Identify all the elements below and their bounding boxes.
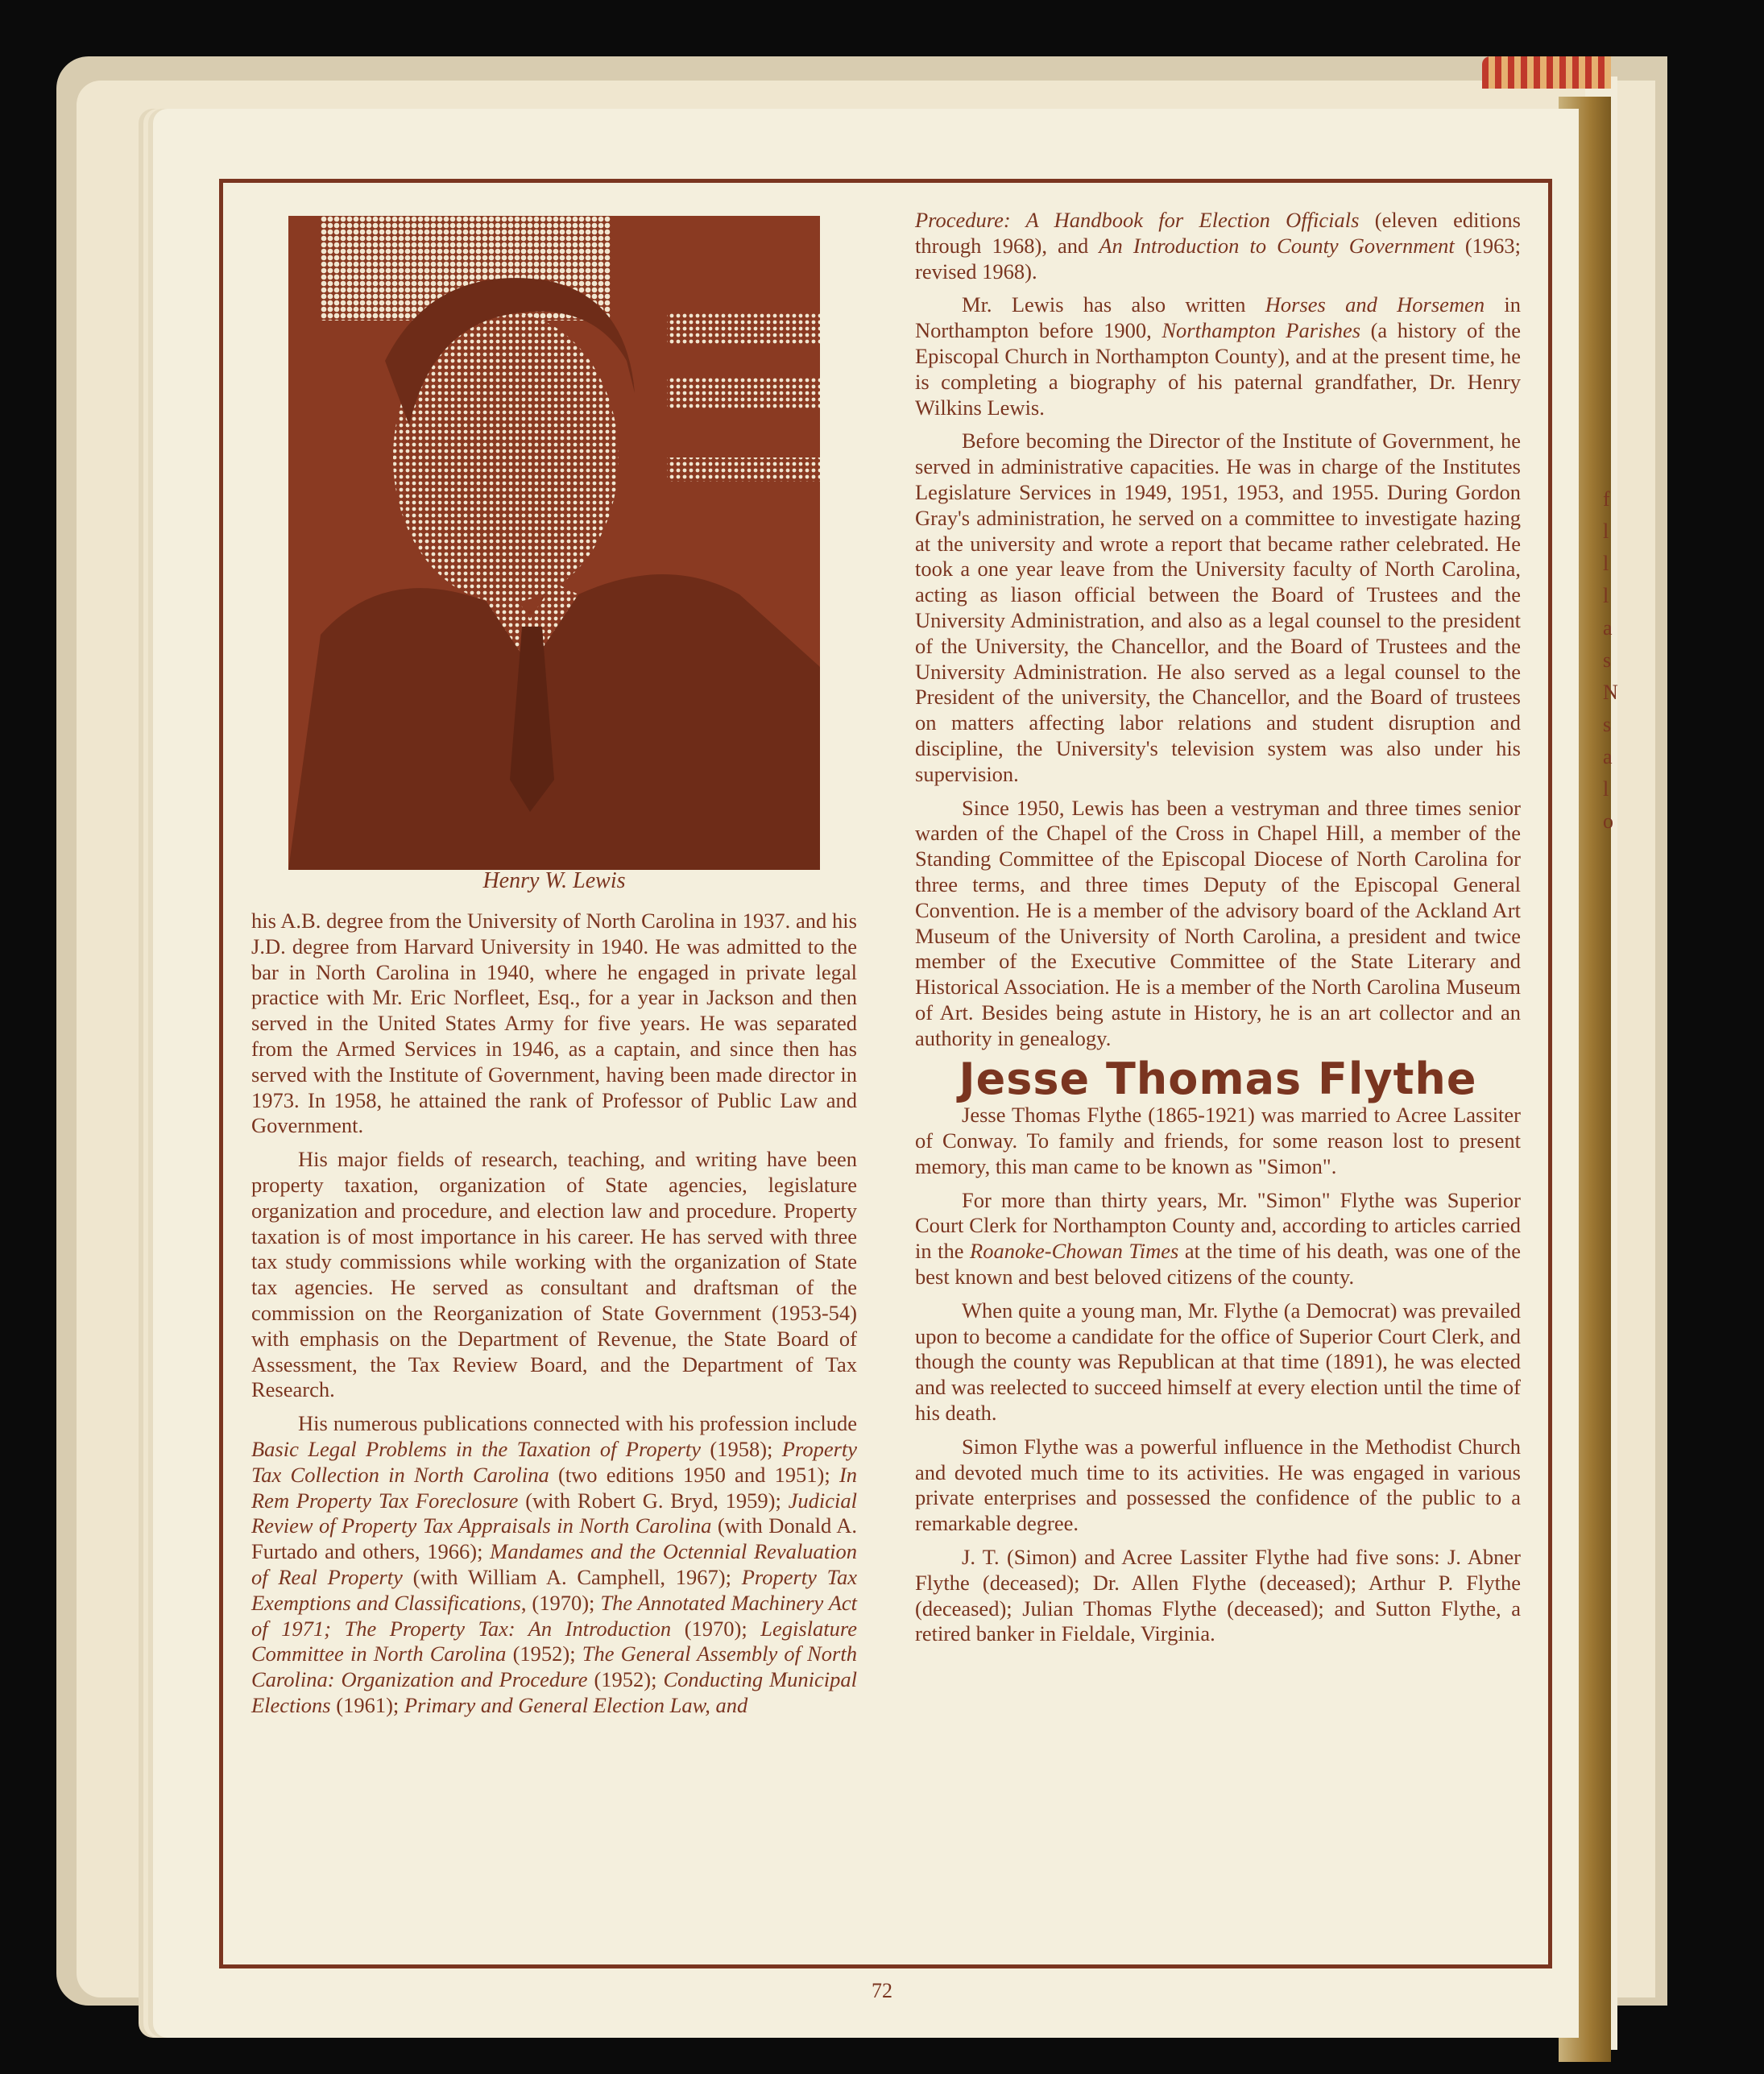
edge-letter: a	[1603, 745, 1613, 768]
book-title: An Introduction to County Government	[1099, 233, 1455, 258]
text-run: (eleven editions through 1968), and	[915, 208, 1521, 258]
text-run: (a history of the Episcopal Church in Northampton County), and at the present time, he is completing a biography of his paternal grandfather, Dr. Henry Wilkins Lewis.	[915, 318, 1521, 420]
text-run: For more than thirty years, Mr. "Simon" Flythe was Superior Court Clerk for Northampton County and, according to articles carried in the	[915, 1187, 1521, 1264]
photo-caption: Henry W. Lewis	[482, 868, 626, 893]
edge-letter: l	[1603, 777, 1609, 801]
book-title: Property Tax Collection in North Carolina	[251, 1436, 858, 1487]
text-run: (1970);	[671, 1616, 761, 1641]
paragraph	[915, 1188, 1521, 1290]
paragraph	[915, 208, 1521, 284]
book-title: The General Assembly of North Carolina: Organization and Procedure	[251, 1641, 857, 1692]
edge-letter: s	[1603, 648, 1612, 672]
left-text-column	[251, 909, 857, 1719]
text-run: at the time of his death, was one of the best known and best beloved citizens of the county.	[915, 1239, 1521, 1290]
paragraph: J. T. (Simon) and Acree Lassiter Flythe had five sons: J. Abner Flythe (deceased); Dr. Allen Flythe (deceased); Arthur P. Flythe (deceased); Julian Thomas Flythe (deceased); and Sutton Flythe, a retired banker in Fieldale, Virginia.	[915, 1545, 1521, 1646]
text-run: (1952);	[506, 1641, 582, 1666]
book-title: The Annotated Machinery Act of 1971; The Property Tax: An Introduction	[251, 1590, 857, 1641]
page-number: 72	[872, 1979, 892, 2002]
book-title: Property Tax Exemptions and Classifications	[251, 1564, 857, 1615]
edge-letter: l	[1603, 552, 1609, 575]
text-run: (1963; revised 1968).	[915, 233, 1522, 284]
text-run: His numerous publications connected with his profession include	[298, 1411, 857, 1436]
facing-page-text-fragment	[1603, 483, 1627, 838]
edge-letter: N	[1603, 681, 1618, 704]
paragraph	[251, 1411, 857, 1719]
paragraph: His major fields of research, teaching, and writing have been property taxation, organization of State agencies, legislature organization and procedure, and election law and procedure. Property taxation is of most importance in his career. He has served with three tax study commissions while working with the organization of State tax agencies. He served as consultant and draftsman of the commission on the Reorganization of State Government (1953-54) with emphasis on the Department of Revenue, the State Board of Assessment, the Tax Review Board, and the Department of Tax Research.	[251, 1147, 857, 1402]
edge-letter: s	[1603, 713, 1612, 736]
section-heading: Jesse Thomas Flythe	[959, 1053, 1477, 1104]
text-run: (1958);	[701, 1436, 782, 1461]
spine-headband	[1482, 56, 1611, 89]
book-title: Northampton Parishes	[1162, 318, 1361, 343]
edge-letter: l	[1603, 584, 1609, 607]
book-title: Procedure: A Handbook for Election Officials	[915, 208, 1360, 232]
book-title: Horses and Horsemen	[1265, 292, 1485, 317]
text-run: (1961);	[330, 1692, 404, 1717]
right-text-column	[915, 208, 1521, 1647]
book-title: Mandames and the Octennial Revaluation of Real Property	[251, 1539, 857, 1589]
book-title: Basic Legal Problems in the Taxation of Property	[251, 1436, 702, 1461]
portrait-photo	[288, 216, 820, 870]
text-run: in Northampton before 1900,	[915, 292, 1521, 343]
text-run: , (1970);	[520, 1590, 601, 1615]
paragraph: his A.B. degree from the University of North Carolina in 1937. and his J.D. degree from Harvard University in 1940. He was admitted to the bar in North Carolina in 1940, where he engaged in private legal practice with Mr. Eric Norfleet, Esq., for a year in Jackson and then served in the United States Army for five years. He was separated from the Armed Services in 1946, as a captain, and since then has served with the Institute of Government, having been made director in 1973. In 1958, he attained the rank of Professor of Public Law and Government.	[251, 909, 857, 1138]
book-title: Judicial Review of Property Tax Appraisals in North Carolina	[251, 1488, 857, 1538]
book-title: Conducting Municipal Elections	[251, 1667, 857, 1717]
portrait-halftone-image	[288, 216, 820, 870]
text-run: Mr. Lewis has also written	[962, 292, 1265, 317]
edge-letter: f	[1603, 487, 1610, 511]
paragraph: Simon Flythe was a powerful influence in the Methodist Church and devoted much time to its activities. He was engaged in various private enterprises and possessed the confidence of the public to a remarkable degree.	[915, 1434, 1521, 1536]
edge-letter: l	[1603, 520, 1609, 543]
paragraph: Before becoming the Director of the Institute of Government, he served in administrative capacities. He was in charge of the Institutes Legislature Services in 1949, 1951, 1953, and 1955. During Gordon Gray's administration, he served on a committee to investigate hazing at the university and wrote a report that became rather celebrated. He took a one year leave from the University faculty of North Carolina, acting as liason official between the Board of Trustees and the University Administration, and also as a legal counsel to the president of the University, the Chancellor, and the Board of Trustees and the University Administration. He also served as a legal counsel to the President of the university, the Chancellor, and the Board of trustees on matters affecting labor relations and student disruption and discipline, the University's television system was also under his supervision.	[915, 428, 1521, 786]
edge-letter: o	[1603, 809, 1613, 833]
newspaper-title: Roanoke-Chowan Times	[970, 1239, 1179, 1264]
paragraph: When quite a young man, Mr. Flythe (a Democrat) was prevailed upon to become a candidate for the office of Superior Court Clerk, and though the county was Republican at that time (1891), he was elected and was reelected to succeed himself at every election until the time of his death.	[915, 1298, 1521, 1426]
text-run: (with Robert G. Bryd, 1959);	[518, 1488, 789, 1513]
edge-letter: a	[1603, 616, 1613, 640]
paragraph: Jesse Thomas Flythe (1865-1921) was married to Acree Lassiter of Conway. To family and friends, for some reason lost to present memory, this man came to be known as "Simon".	[915, 1103, 1521, 1178]
book-title: In Rem Property Tax Foreclosure	[251, 1462, 858, 1513]
book-title: Primary and General Election Law, and	[404, 1692, 748, 1717]
paragraph: Since 1950, Lewis has been a vestryman and three times senior warden of the Chapel of the Cross in Chapel Hill, a member of the Standing Committee of the Episcopal Diocese of North Carolina for three terms, and three times Deputy of the Episcopal General Convention. He is a member of the advisory board of the Ackland Art Museum of the University of North Carolina, a president and twice member of the Executive Committee of the State Literary and Historical Association. He is a member of the North Carolina Museum of Art. Besides being astute in History, he is an art collector and an authority in genealogy.	[915, 795, 1521, 1050]
paragraph	[915, 292, 1521, 420]
text-run: (1952);	[587, 1667, 664, 1692]
text-run: (two editions 1950 and 1951);	[549, 1462, 839, 1487]
text-run: (with Donald A. Furtado and others, 1966);	[251, 1513, 857, 1564]
text-run: (with William A. Camphell, 1967);	[402, 1564, 742, 1589]
book-title: Legislature Committee in North Carolina	[251, 1616, 857, 1666]
